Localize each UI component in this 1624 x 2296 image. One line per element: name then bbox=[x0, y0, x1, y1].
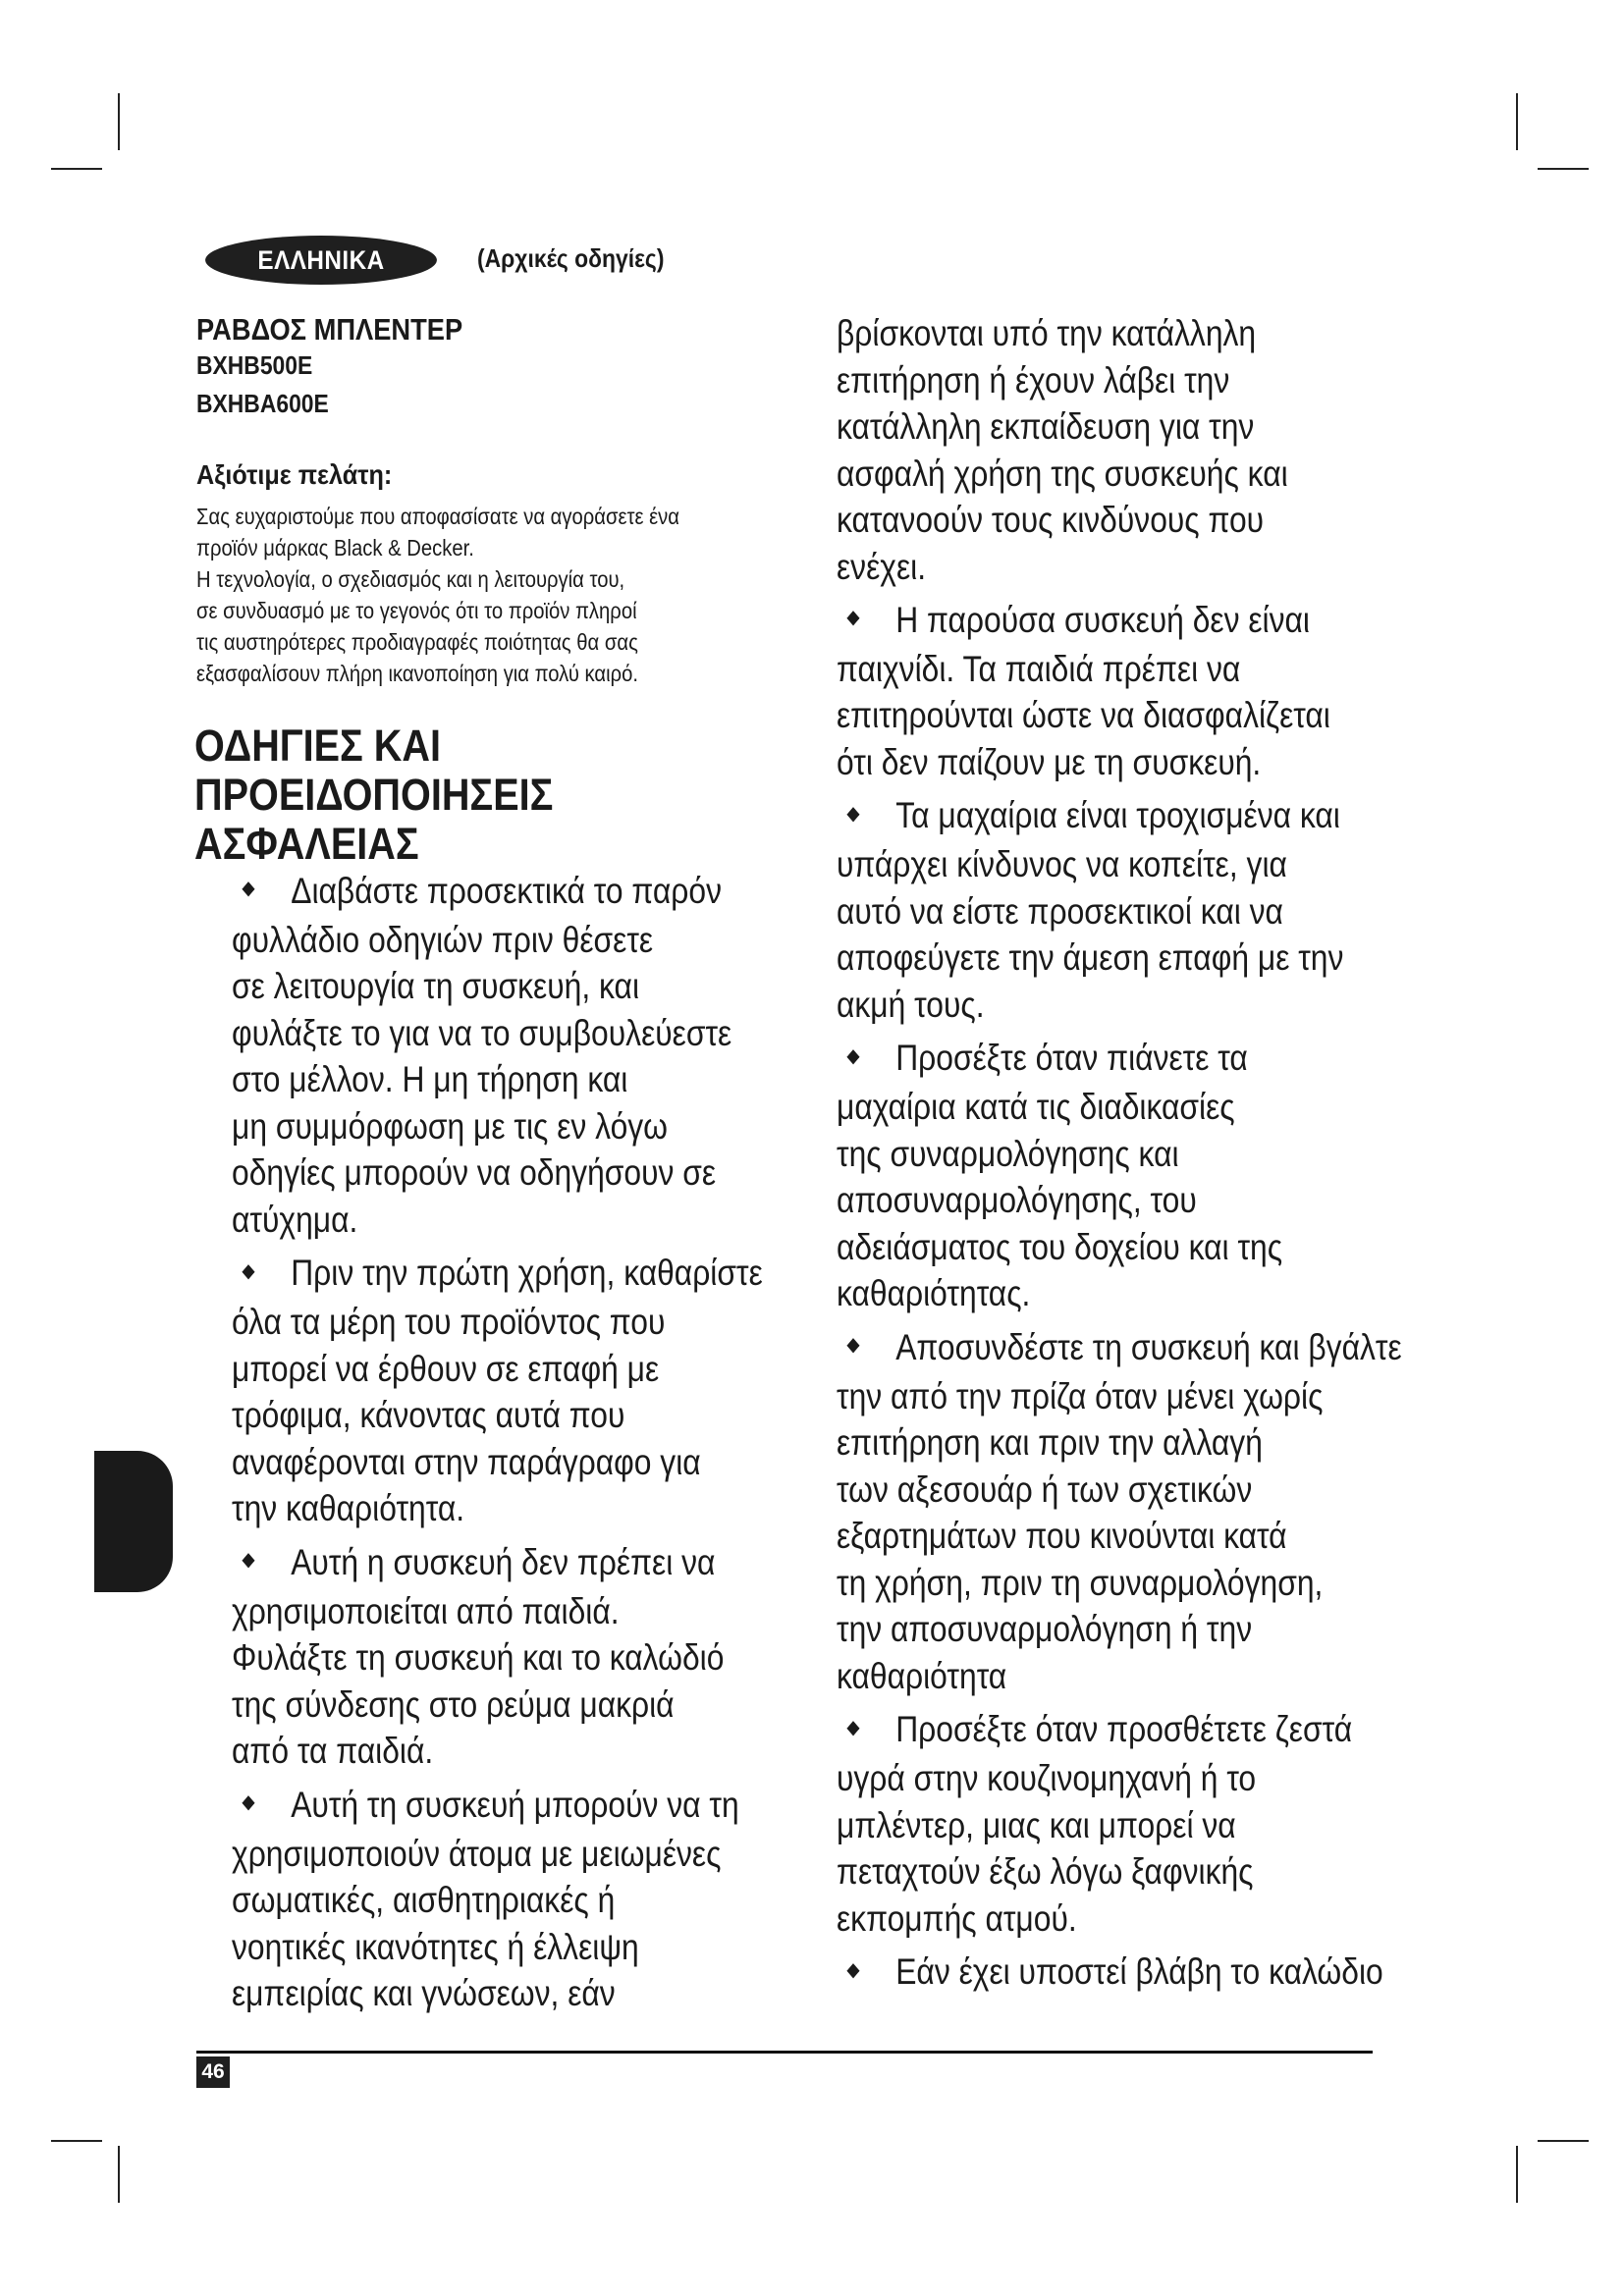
text: οδηγίες μπορούν να οδηγήσουν σε bbox=[232, 1152, 717, 1194]
text-line bbox=[232, 1439, 763, 1486]
bullet-first-line bbox=[837, 1035, 1402, 1084]
safety-item bbox=[837, 1949, 1493, 1998]
text: χρησιμοποιείται από παιδιά. bbox=[232, 1590, 620, 1631]
text-line bbox=[232, 963, 763, 1010]
intro-line: εξασφαλίσουν πλήρη ικανοποίηση για πολύ καιρό. bbox=[196, 661, 638, 686]
crop-mark-bottom-left-vertical bbox=[118, 2146, 120, 2203]
text: Αυτή τη συσκευή μπορούν να τη bbox=[291, 1784, 739, 1825]
crop-mark-top-right-horizontal bbox=[1538, 168, 1589, 170]
text-line bbox=[837, 692, 1402, 739]
text: κατάλληλη εκπαίδευση για την bbox=[837, 406, 1255, 447]
text: καθαριότητα bbox=[837, 1655, 1007, 1696]
text-line bbox=[837, 451, 1402, 498]
text-line bbox=[837, 1606, 1402, 1653]
safety-heading bbox=[194, 721, 553, 869]
left-column bbox=[232, 868, 849, 2024]
text: αυτό να είστε προσεκτικοί και να bbox=[837, 890, 1283, 932]
safety-item bbox=[232, 1250, 849, 1531]
text-line bbox=[232, 1728, 763, 1775]
text-line bbox=[837, 310, 1402, 357]
diamond-bullet-icon: ◆ bbox=[846, 1334, 860, 1357]
text: Πριν την πρώτη χρήση, καθαρίστε bbox=[291, 1253, 763, 1294]
text-line bbox=[232, 1056, 763, 1103]
crop-mark-bottom-left-horizontal bbox=[51, 2140, 102, 2142]
text: σε λειτουργία τη συσκευή, και bbox=[232, 966, 640, 1007]
text: μη συμμόρφωση με τις εν λόγω bbox=[232, 1105, 669, 1147]
intro-paragraph bbox=[196, 501, 825, 689]
section-tab-marker bbox=[94, 1451, 173, 1592]
text-line bbox=[837, 1896, 1402, 1943]
language-note: (Αρχικές οδηγίες) bbox=[477, 243, 665, 273]
text-line bbox=[837, 1270, 1402, 1317]
bullet-first-line bbox=[837, 792, 1402, 841]
text-line bbox=[837, 497, 1402, 544]
text-line bbox=[232, 1831, 763, 1878]
text-line bbox=[837, 841, 1402, 888]
text: ενέχει. bbox=[837, 546, 927, 587]
text: της συναρμολόγησης και bbox=[837, 1133, 1179, 1174]
text-line bbox=[837, 1419, 1402, 1467]
text-line bbox=[837, 1084, 1402, 1131]
bullet-first-line bbox=[232, 1782, 763, 1831]
text-line bbox=[837, 1755, 1402, 1802]
text: φυλλάδιο οδηγιών πριν θέσετε bbox=[232, 919, 654, 960]
text: στο μέλλον. Η μη τήρηση και bbox=[232, 1059, 628, 1100]
text: ακμή τους. bbox=[837, 984, 985, 1025]
text: ατύχημα. bbox=[232, 1199, 358, 1240]
text-line bbox=[837, 934, 1402, 982]
intro-line: προϊόν μάρκας Black & Decker. bbox=[196, 535, 474, 561]
text-line bbox=[232, 1149, 763, 1197]
text: βρίσκονται υπό την κατάλληλη bbox=[837, 313, 1257, 353]
text-line bbox=[232, 1588, 763, 1635]
text-line bbox=[837, 357, 1402, 404]
diamond-bullet-icon: ◆ bbox=[846, 607, 860, 629]
model-number: BXHB500E bbox=[196, 350, 313, 380]
model-number: BXHBA600E bbox=[196, 389, 329, 418]
text: τρόφιμα, κάνοντας αυτά που bbox=[232, 1395, 625, 1436]
text: Αυτή η συσκευή δεν πρέπει να bbox=[291, 1541, 716, 1582]
safety-heading-line: ΟΔΗΓΙΕΣ ΚΑΙ bbox=[194, 721, 441, 771]
text: Αποσυνδέστε τη συσκευή και βγάλτε bbox=[895, 1326, 1402, 1367]
text-line bbox=[837, 544, 1402, 591]
text-line bbox=[232, 1924, 763, 1971]
text-line bbox=[837, 1513, 1402, 1560]
diamond-bullet-icon: ◆ bbox=[242, 878, 255, 900]
text: πεταχτούν έξω λόγω ξαφνικής bbox=[837, 1851, 1254, 1893]
footer-rule bbox=[196, 2051, 1373, 2054]
crop-mark-bottom-right-horizontal bbox=[1538, 2140, 1589, 2142]
text-line bbox=[837, 739, 1402, 786]
bullet-first-line bbox=[232, 1539, 763, 1588]
text-line bbox=[837, 1560, 1402, 1607]
text: Διαβάστε προσεκτικά το παρόν bbox=[291, 871, 723, 911]
text: κατανοούν τους κινδύνους που bbox=[837, 500, 1265, 540]
diamond-bullet-icon: ◆ bbox=[846, 1044, 860, 1067]
diamond-bullet-icon: ◆ bbox=[846, 802, 860, 825]
text-line bbox=[232, 1010, 763, 1057]
text-line bbox=[232, 1299, 763, 1346]
text: Προσέξτε όταν πιάνετε τα bbox=[895, 1038, 1248, 1079]
text: αδειάσματος του δοχείου και της bbox=[837, 1226, 1283, 1267]
text: αναφέρονται στην παράγραφο για bbox=[232, 1441, 701, 1482]
diamond-bullet-icon: ◆ bbox=[242, 1791, 255, 1814]
safety-heading-line: ΠΡΟΕΙΔΟΠΟΙΗΣΕΙΣ bbox=[194, 770, 554, 820]
text: Τα μαχαίρια είναι τροχισμένα και bbox=[895, 795, 1340, 836]
text: εξαρτημάτων που κινούνται κατά bbox=[837, 1516, 1287, 1557]
diamond-bullet-icon: ◆ bbox=[242, 1259, 255, 1282]
text-line bbox=[837, 403, 1402, 451]
text: αποσυναρμολόγησης, του bbox=[837, 1180, 1197, 1221]
text-line bbox=[232, 1877, 763, 1924]
bullet-first-line bbox=[837, 1949, 1402, 1998]
safety-item bbox=[837, 1324, 1493, 1699]
text: φυλάξτε το για να το συμβουλεύεστε bbox=[232, 1012, 732, 1053]
crop-mark-bottom-right-vertical bbox=[1516, 2146, 1518, 2203]
text-line bbox=[232, 1346, 763, 1393]
bullet-first-line bbox=[232, 868, 763, 917]
text: από τα παιδιά. bbox=[232, 1731, 434, 1772]
intro-line: Σας ευχαριστούμε που αποφασίσατε να αγοράσετε ένα bbox=[196, 504, 679, 529]
text: καθαριότητας. bbox=[837, 1273, 1031, 1314]
text: Προσέξτε όταν προσθέτετε ζεστά bbox=[895, 1709, 1353, 1750]
text-line bbox=[232, 1970, 763, 2017]
text-line bbox=[837, 1848, 1402, 1896]
safety-item-continuation bbox=[837, 310, 1493, 590]
safety-item bbox=[232, 1782, 849, 2017]
text: επιτήρηση ή έχουν λάβει την bbox=[837, 359, 1230, 400]
text: τη χρήση, πριν τη συναρμολόγηση, bbox=[837, 1562, 1324, 1603]
safety-item bbox=[232, 868, 849, 1243]
text: υγρά στην κουζινομηχανή ή το bbox=[837, 1758, 1257, 1799]
language-badge: ΕΛΛΗΝΙΚΑ bbox=[205, 236, 437, 285]
page-number: 46 bbox=[196, 2056, 230, 2088]
text-line bbox=[837, 982, 1402, 1029]
bullet-first-line bbox=[232, 1250, 763, 1299]
text: μαχαίρια κατά τις διαδικασίες bbox=[837, 1087, 1235, 1128]
text: της σύνδεσης στο ρεύμα μακριά bbox=[232, 1683, 675, 1725]
crop-mark-top-left-vertical bbox=[118, 93, 120, 150]
text-line bbox=[232, 1682, 763, 1729]
diamond-bullet-icon: ◆ bbox=[846, 1716, 860, 1738]
text-line bbox=[232, 1485, 763, 1532]
text-line bbox=[837, 1131, 1402, 1178]
text: αποφεύγετε την άμεση επαφή με την bbox=[837, 937, 1344, 979]
text: μπλέντερ, μιας και μπορεί να bbox=[837, 1804, 1236, 1845]
text: εμπειρίας και γνώσεων, εάν bbox=[232, 1973, 616, 2014]
crop-mark-top-right-vertical bbox=[1516, 93, 1518, 150]
text: χρησιμοποιούν άτομα με μειωμένες bbox=[232, 1833, 722, 1874]
text: μπορεί να έρθουν σε επαφή με bbox=[232, 1348, 660, 1389]
text: ασφαλή χρήση της συσκευής και bbox=[837, 453, 1288, 494]
product-name: ΡΑΒΔΟΣ ΜΠΛΕΝΤΕΡ bbox=[196, 312, 463, 347]
text-line bbox=[232, 1197, 763, 1244]
text-line bbox=[837, 888, 1402, 935]
text-line bbox=[837, 1373, 1402, 1420]
diamond-bullet-icon: ◆ bbox=[242, 1549, 255, 1572]
safety-item bbox=[837, 1035, 1493, 1316]
bullet-first-line bbox=[837, 1706, 1402, 1755]
text-line bbox=[232, 917, 763, 964]
text-line bbox=[232, 1634, 763, 1682]
text: Η παρούσα συσκευή δεν είναι bbox=[895, 600, 1310, 640]
crop-mark-top-left-horizontal bbox=[51, 168, 102, 170]
right-column bbox=[837, 310, 1493, 2004]
bullet-first-line bbox=[837, 597, 1402, 646]
safety-item bbox=[837, 1706, 1493, 1942]
safety-item bbox=[837, 792, 1493, 1028]
text-line bbox=[837, 646, 1402, 693]
text: παιχνίδι. Τα παιδιά πρέπει να bbox=[837, 648, 1241, 689]
intro-line: σε συνδυασμό με το γεγονός ότι το προϊόν πληροί bbox=[196, 598, 637, 623]
text: εκπομπής ατμού. bbox=[837, 1897, 1077, 1939]
text: την καθαριότητα. bbox=[232, 1488, 465, 1529]
text-line bbox=[837, 1224, 1402, 1271]
text: επιτηρούνται ώστε να διασφαλίζεται bbox=[837, 695, 1330, 736]
text: σωματικές, αισθητηριακές ή bbox=[232, 1880, 616, 1921]
intro-heading: Αξιότιμε πελάτη: bbox=[196, 459, 393, 490]
text-line bbox=[837, 1177, 1402, 1224]
diamond-bullet-icon: ◆ bbox=[846, 1958, 860, 1981]
text: όλα τα μέρη του προϊόντος που bbox=[232, 1302, 666, 1343]
text: των αξεσουάρ ή των σχετικών bbox=[837, 1468, 1253, 1510]
text-line bbox=[232, 1392, 763, 1439]
bullet-first-line bbox=[837, 1324, 1402, 1373]
text: την από την πρίζα όταν μένει χωρίς bbox=[837, 1375, 1324, 1416]
text: επιτήρηση και πριν την αλλαγή bbox=[837, 1422, 1263, 1464]
text: υπάρχει κίνδυνος να κοπείτε, για bbox=[837, 844, 1287, 885]
text: Φυλάξτε τη συσκευή και το καλώδιό bbox=[232, 1637, 725, 1679]
text-line bbox=[837, 1467, 1402, 1514]
text-line bbox=[232, 1103, 763, 1150]
safety-heading-line: ΑΣΦΑΛΕΙΑΣ bbox=[194, 819, 419, 869]
intro-line: Η τεχνολογία, ο σχεδιασμός και η λειτουργία του, bbox=[196, 566, 625, 592]
safety-item bbox=[837, 597, 1493, 785]
text-line bbox=[837, 1653, 1402, 1700]
intro-line: τις αυστηρότερες προδιαγραφές ποιότητας θα σας bbox=[196, 629, 638, 655]
text: ότι δεν παίζουν με τη συσκευή. bbox=[837, 741, 1262, 782]
text: νοητικές ικανότητες ή έλλειψη bbox=[232, 1926, 639, 1967]
safety-item bbox=[232, 1539, 849, 1775]
text-line bbox=[837, 1802, 1402, 1849]
text: την αποσυναρμολόγηση ή την bbox=[837, 1609, 1253, 1650]
text: Εάν έχει υποστεί βλάβη το καλώδιο bbox=[895, 1951, 1383, 1993]
